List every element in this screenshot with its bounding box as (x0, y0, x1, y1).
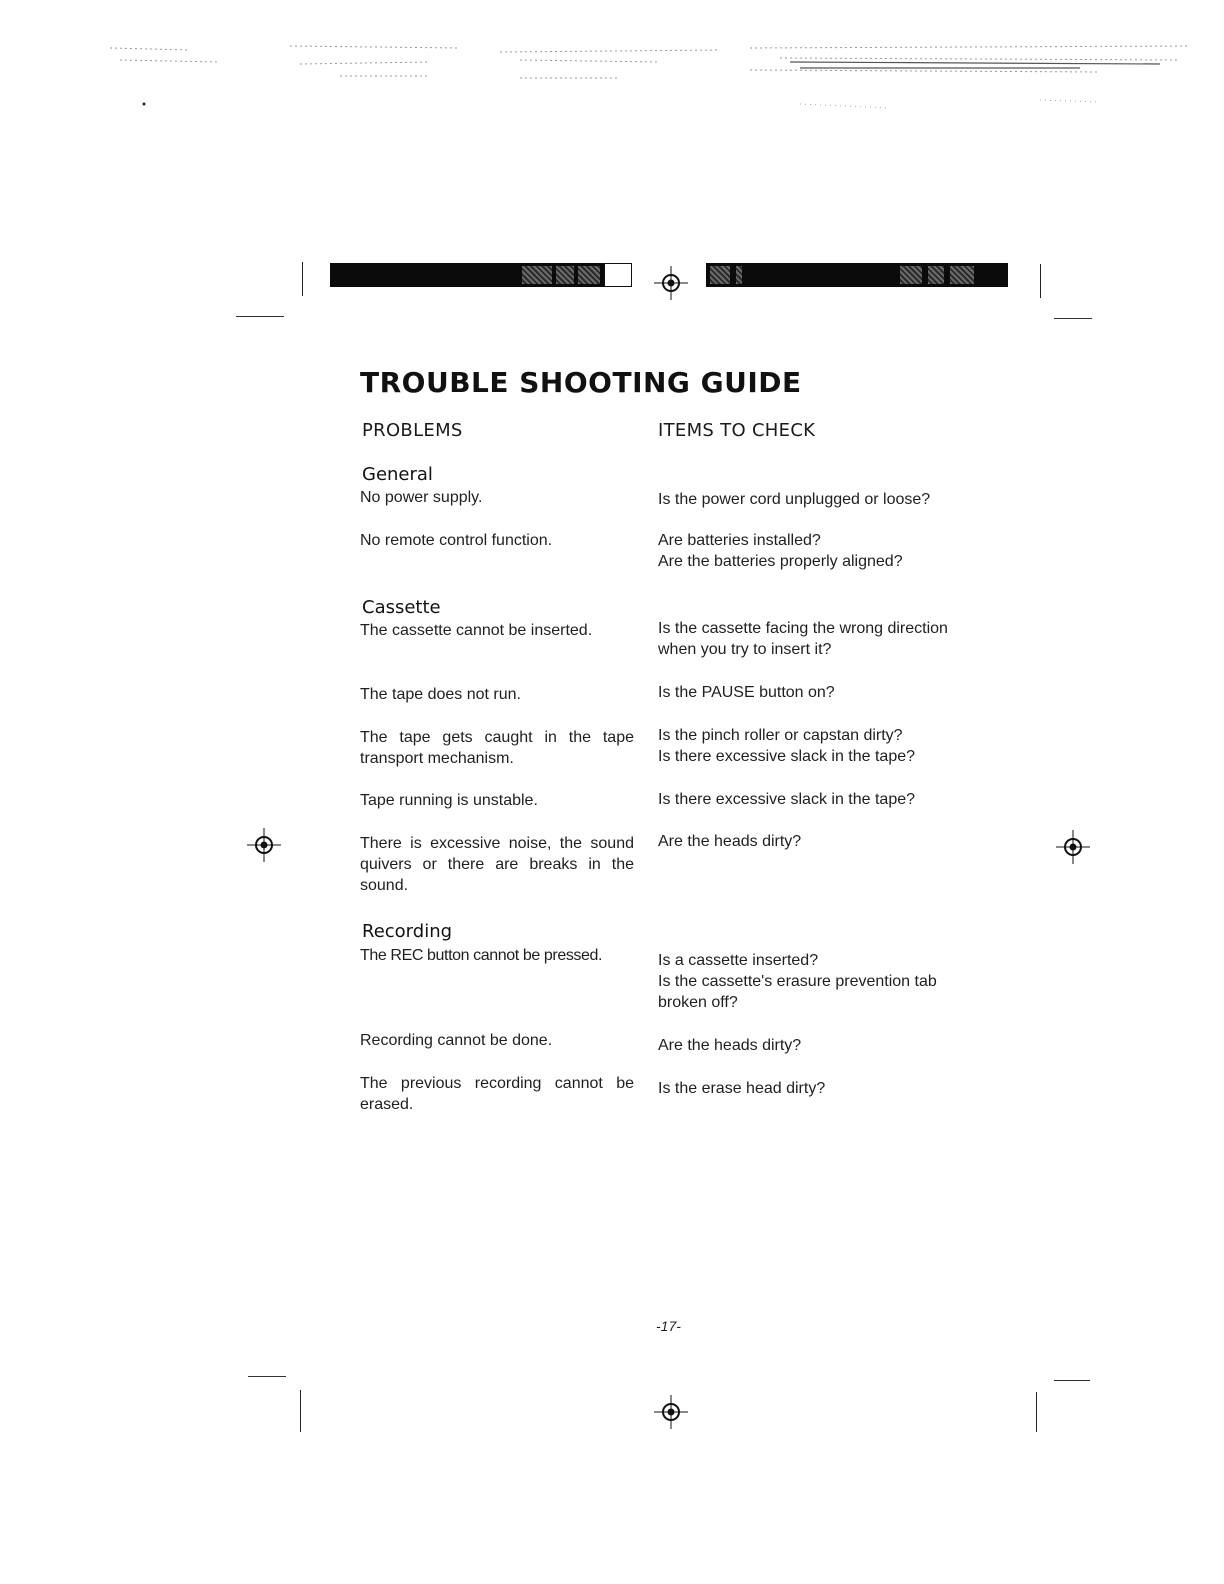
check-text (658, 530, 988, 572)
header-bar-right (706, 263, 1008, 287)
check-line: Are batteries installed? (658, 532, 821, 549)
check-line: Is the cassette's erasure prevention tab (658, 973, 937, 990)
crop-mark-top-left (302, 262, 303, 296)
registration-target-icon (1056, 830, 1090, 864)
check-text (658, 682, 988, 703)
check-line: broken off? (658, 994, 738, 1011)
check-text (658, 725, 988, 767)
scan-noise (100, 40, 1200, 120)
items-to-check-column-header: ITEMS TO CHECK (658, 420, 816, 441)
check-line: Is the pinch roller or capstan dirty? (658, 727, 903, 744)
section-heading-general: General (362, 464, 433, 485)
crop-mark-top-right (1040, 264, 1041, 298)
check-text (658, 831, 988, 852)
crop-mark-bottom-right (1036, 1392, 1037, 1432)
problem-text: No power supply. (360, 489, 483, 506)
problem-text: The previous recording cannot be erased. (360, 1075, 634, 1113)
crop-mark-top-left-h (236, 316, 284, 317)
problems-column-header: PROBLEMS (362, 420, 463, 441)
section-heading-cassette: Cassette (362, 597, 441, 618)
check-line: Are the heads dirty? (658, 1037, 802, 1054)
problem-text: Recording cannot be done. (360, 1032, 553, 1049)
problem-text: The tape does not run. (360, 686, 521, 703)
problem-text: No remote control function. (360, 532, 553, 549)
check-line: Is the power cord unplugged or loose? (658, 491, 931, 508)
check-line: Is the PAUSE button on? (658, 684, 835, 701)
crop-mark-bottom-right-h (1054, 1380, 1090, 1381)
registration-target-icon (247, 828, 281, 862)
check-text (658, 618, 988, 660)
check-line: Is the cassette facing the wrong direction (658, 620, 948, 637)
registration-target-icon (654, 266, 688, 300)
check-line: Are the heads dirty? (658, 833, 802, 850)
check-text (658, 1035, 988, 1056)
problem-text: Tape running is unstable. (360, 792, 538, 809)
problem-text: There is excessive noise, the sound quivers or there are breaks in the sound. (360, 835, 634, 894)
section-heading-recording: Recording (362, 921, 453, 942)
page-title: TROUBLE SHOOTING GUIDE (360, 366, 802, 399)
problem-text: The tape gets caught in the tape transport mechanism. (360, 729, 634, 767)
check-text (658, 1078, 988, 1099)
check-line: Is the erase head dirty? (658, 1080, 826, 1097)
check-text (658, 789, 988, 810)
check-text (658, 950, 988, 1013)
check-line: Is there excessive slack in the tape? (658, 791, 916, 808)
check-text (658, 489, 988, 510)
check-line: Is a cassette inserted? (658, 952, 819, 969)
crop-mark-top-right-h (1054, 318, 1092, 319)
page-number: -17- (656, 1318, 681, 1334)
crop-mark-bottom-left-h (248, 1376, 286, 1377)
registration-target-icon (654, 1395, 688, 1429)
header-bar-left (330, 263, 630, 287)
problem-text: The REC button cannot be pressed. (360, 947, 603, 964)
check-line: Is there excessive slack in the tape? (658, 748, 916, 765)
check-line: when you try to insert it? (658, 641, 832, 658)
crop-mark-bottom-left (300, 1390, 301, 1432)
check-line: Are the batteries properly aligned? (658, 553, 903, 570)
problem-text: The cassette cannot be inserted. (360, 622, 593, 639)
